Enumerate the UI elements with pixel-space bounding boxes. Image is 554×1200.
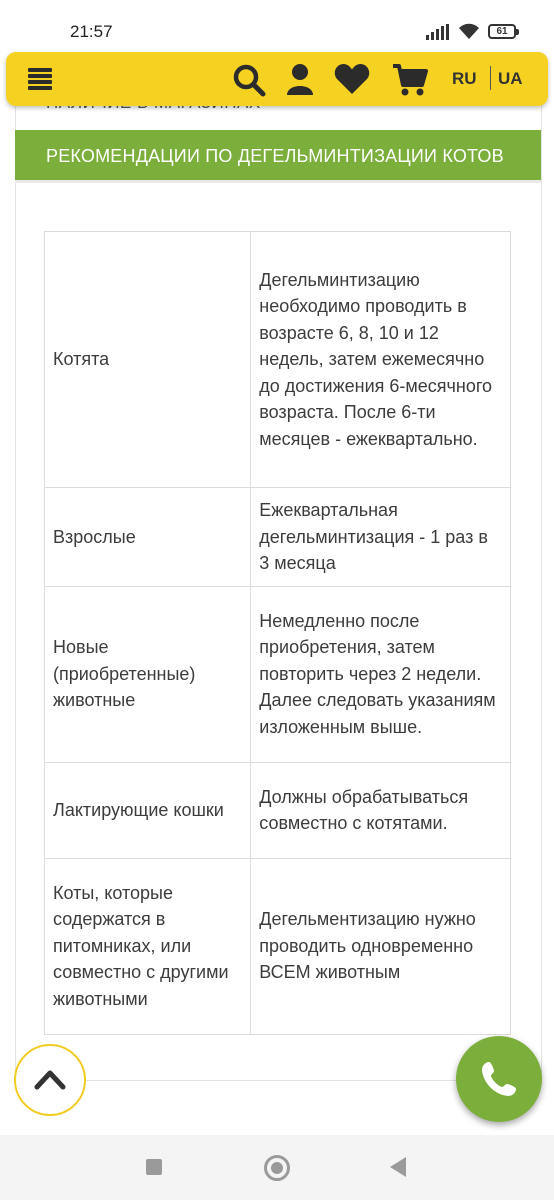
lang-divider: [490, 66, 491, 90]
table-cell-group: Новые (приобретенные) животные: [45, 586, 251, 762]
hamburger-icon[interactable]: [28, 68, 52, 90]
section-header[interactable]: [15, 130, 541, 183]
lang-ru-link[interactable]: RU: [452, 69, 477, 88]
phone-icon: [480, 1060, 518, 1098]
site-header: [6, 52, 548, 106]
table-row: [45, 762, 511, 858]
call-button[interactable]: [456, 1036, 542, 1122]
battery-icon: 61: [488, 24, 516, 39]
recents-icon[interactable]: [146, 1159, 162, 1175]
heart-icon[interactable]: [334, 63, 370, 95]
status-bar: [0, 0, 554, 52]
scroll-top-button[interactable]: [14, 1044, 86, 1116]
table-cell-recommendation: Дегельминтизацию необходимо проводить в возрасте 6, 8, 10 и 12 недель, затем ежемесячно до достижения 6-месячного возраста. После 6-ти месяцев - ежеквартально.: [251, 232, 511, 488]
table-row: [45, 586, 511, 762]
table-cell-group: Лактирующие кошки: [45, 762, 251, 858]
chevron-up-icon: [34, 1068, 66, 1090]
back-icon[interactable]: [390, 1157, 406, 1177]
wifi-icon: [458, 23, 480, 40]
table-row: [45, 858, 511, 1034]
table-row: [45, 232, 511, 488]
user-icon[interactable]: [286, 63, 314, 95]
deworming-table: [44, 231, 511, 1035]
table-cell-recommendation: Немедленно после приобретения, затем повторить через 2 недели. Далее следовать указаниям изложенным выше.: [251, 586, 511, 762]
table-cell-group: Котята: [45, 232, 251, 488]
table-cell-recommendation: Ежеквартальная дегельминтизация - 1 раз в 3 месяца: [251, 488, 511, 587]
search-icon[interactable]: [232, 63, 266, 97]
signal-icon: [426, 24, 450, 40]
table-cell-group: Коты, которые содержатся в питомниках, или совместно с другими животными: [45, 858, 251, 1034]
cart-icon[interactable]: [392, 63, 428, 97]
home-icon[interactable]: [264, 1155, 290, 1181]
table-cell-group: Взрослые: [45, 488, 251, 587]
section-title: РЕКОМЕНДАЦИИ ПО ДЕГЕЛЬМИНТИЗАЦИИ КОТОВ: [46, 146, 504, 166]
table-row: [45, 488, 511, 587]
table-cell-recommendation: Должны обрабатываться совместно с котятами.: [251, 762, 511, 858]
table-cell-recommendation: Дегельментизацию нужно проводить одновременно ВСЕМ животным: [251, 858, 511, 1034]
lang-ua-link[interactable]: UA: [498, 69, 523, 88]
status-icons: [426, 23, 516, 40]
system-nav-bar: [0, 1135, 554, 1200]
status-time: 21:57: [70, 22, 113, 41]
